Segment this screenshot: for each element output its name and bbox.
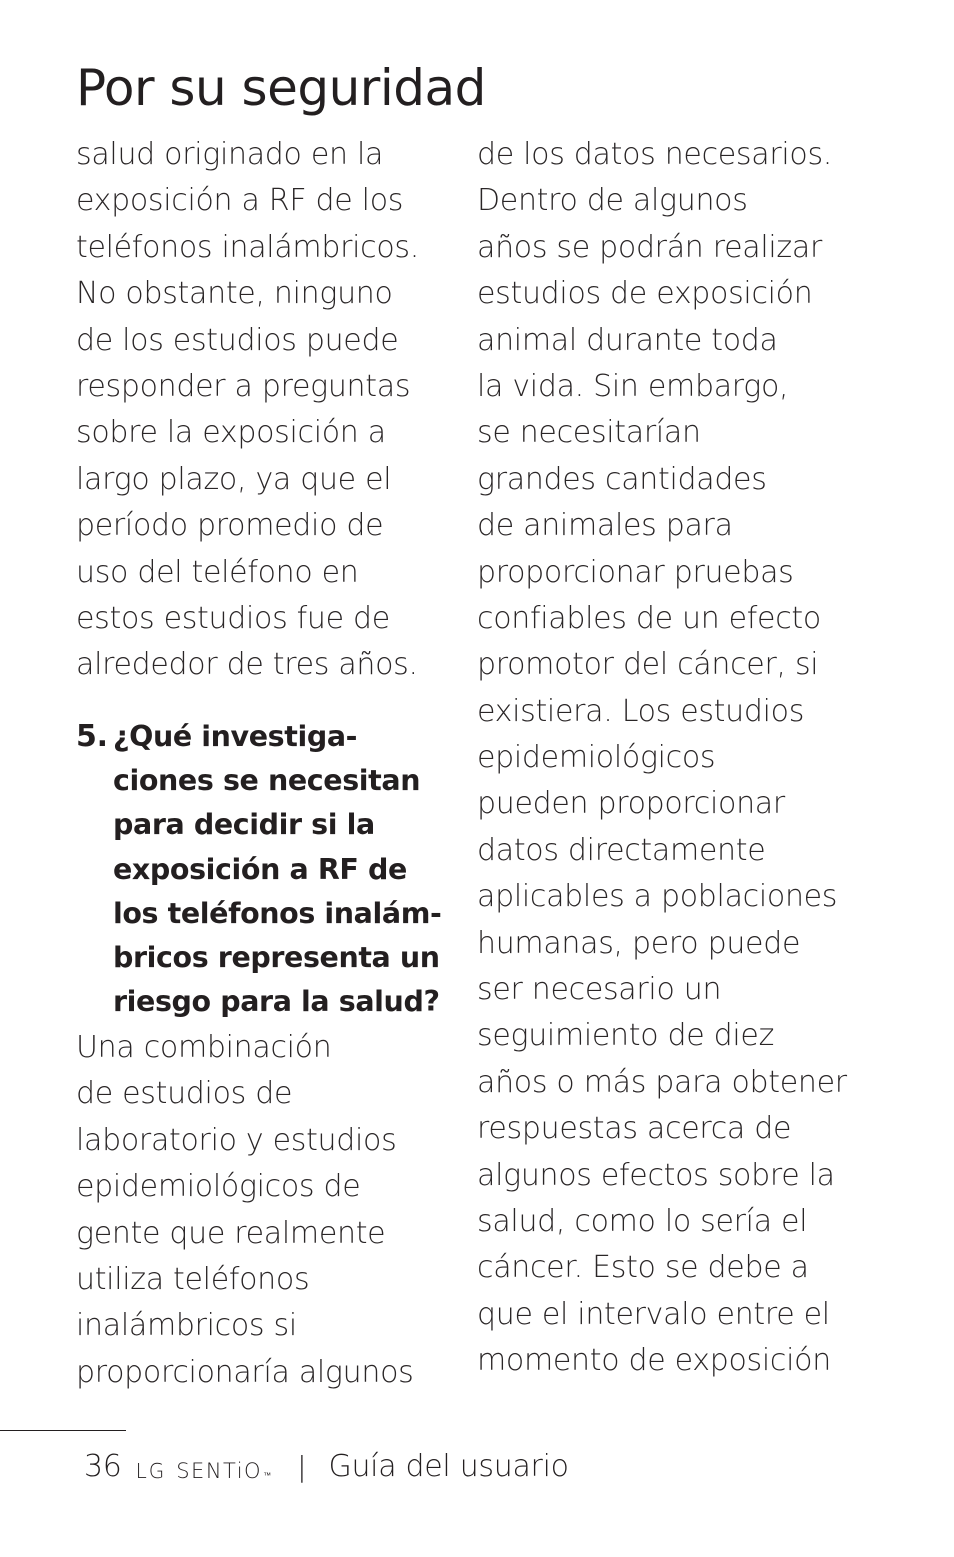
text-line: la vida. Sin embargo, xyxy=(477,368,789,404)
text-line: proporcionaría algunos xyxy=(76,1354,414,1390)
heading-line: ¿Qué investiga- xyxy=(113,720,358,753)
heading-line: riesgo para la salud? xyxy=(113,985,440,1019)
heading-line: para decidir si la xyxy=(113,808,375,842)
text-line: alrededor de tres años. xyxy=(76,647,418,683)
text-line: momento de exposición xyxy=(477,1343,831,1379)
text-line: grandes cantidades xyxy=(477,461,767,497)
text-line: laboratorio y estudios xyxy=(76,1122,397,1158)
text-line: años se podrán realizar xyxy=(477,229,822,265)
text-line: Una combinación xyxy=(76,1030,332,1065)
text-line: pueden proporcionar xyxy=(477,786,785,822)
text-line: se necesitarían xyxy=(477,415,701,451)
page-number: 36 xyxy=(84,1448,122,1484)
footer-rule xyxy=(0,1430,126,1431)
text-line: datos directamente xyxy=(477,832,766,868)
trademark-symbol: ™ xyxy=(263,1471,272,1480)
text-line: que el intervalo entre el xyxy=(477,1296,830,1332)
text-line: de animales para xyxy=(477,508,733,544)
text-line: respuestas acerca de xyxy=(477,1111,792,1147)
brand-name: SENTiO xyxy=(176,1459,263,1483)
text-line: existiera. Los estudios xyxy=(477,693,805,729)
text-line: salud, como lo sería el xyxy=(477,1203,808,1239)
question-number: 5. xyxy=(76,719,108,754)
text-line: estudios de exposición xyxy=(477,276,813,312)
text-line: aplicables a poblaciones xyxy=(477,879,838,915)
text-line: epidemiológicos de xyxy=(76,1169,361,1205)
text-line: confiables de un efecto xyxy=(477,600,821,636)
text-line: largo plazo, ya que el xyxy=(76,461,392,497)
left-column-bottom xyxy=(76,1025,456,1396)
text-line: Dentro de algunos xyxy=(477,183,748,219)
text-line: salud originado en la xyxy=(76,137,384,172)
text-line: teléfonos inalámbricos. xyxy=(76,229,419,265)
text-line: No obstante, ninguno xyxy=(76,276,393,312)
heading-line: bricos representa un xyxy=(113,940,440,974)
heading-line: los teléfonos inalám- xyxy=(113,896,442,930)
brand-lg: LG xyxy=(135,1459,167,1483)
text-line: de estudios de xyxy=(76,1076,293,1112)
footer xyxy=(84,1443,569,1489)
text-line: epidemiológicos xyxy=(477,740,716,776)
text-line: gente que realmente xyxy=(76,1215,386,1251)
text-line: proporcionar pruebas xyxy=(477,554,794,590)
text-line: de los estudios puede xyxy=(76,322,399,358)
text-line: promotor del cáncer, si xyxy=(477,647,819,683)
text-line: uso del teléfono en xyxy=(76,554,359,590)
text-line: utiliza teléfonos xyxy=(76,1261,310,1297)
right-column xyxy=(477,132,877,1385)
left-column-top xyxy=(76,132,456,689)
text-line: inalámbricos si xyxy=(76,1308,297,1344)
text-line: período promedio de xyxy=(76,508,384,544)
text-line: animal durante toda xyxy=(477,322,778,358)
text-line: responder a preguntas xyxy=(76,368,411,404)
text-line: seguimiento de diez xyxy=(477,1018,775,1054)
text-line: cáncer. Esto se debe a xyxy=(477,1250,809,1286)
text-line: ser necesario un xyxy=(477,972,722,1008)
heading-line: exposición a RF de xyxy=(113,852,407,886)
question-text xyxy=(113,715,441,1024)
text-line: estos estudios fue de xyxy=(76,600,390,636)
text-line: algunos efectos sobre la xyxy=(477,1157,835,1193)
text-line: sobre la exposición a xyxy=(76,415,386,451)
page-title: Por su seguridad xyxy=(76,59,486,117)
brand-logo xyxy=(136,1459,272,1483)
text-line: de los datos necesarios. xyxy=(477,137,833,172)
text-line: humanas, pero puede xyxy=(477,925,801,961)
text-line: años o más para obtener xyxy=(477,1064,847,1100)
footer-guide-label: Guía del usuario xyxy=(328,1448,569,1484)
heading-line: ciones se necesitan xyxy=(113,764,421,798)
footer-separator: | xyxy=(297,1449,307,1483)
text-line: exposición a RF de los xyxy=(76,183,404,219)
